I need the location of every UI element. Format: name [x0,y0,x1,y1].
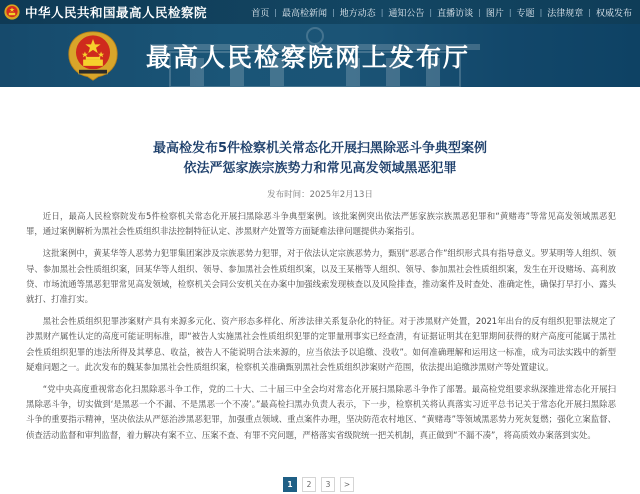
nav-divider: | [539,7,543,17]
nav-divider: | [478,7,481,17]
nav-pictures[interactable]: 图片 [485,8,504,19]
procuratorate-emblem-icon [66,30,120,82]
nav-official-releases[interactable]: 权威发布 [595,8,632,19]
article-body [26,209,616,450]
nav-notices[interactable]: 通知公告 [388,8,425,19]
headline-line-1: 最高检发布5件检察机关常态化开展扫黑除恶斗争典型案例 [152,141,488,156]
publish-date: 发布时间：2025年2月13日 [267,190,373,200]
nav-divider: | [588,7,591,17]
page-button-1[interactable]: 1 [283,477,297,492]
nav-topics[interactable]: 专题 [516,8,535,19]
next-page-button[interactable]: > [340,477,354,492]
nav-divider: | [274,7,277,17]
nav-divider: | [331,7,335,17]
main-nav [251,0,632,24]
article-paragraph: 近日，最高人民检察院发布5件检察机关常态化开展扫黑除恶斗争典型案例。该批案例突出依法严惩家族宗族黑恶犯罪和“黄赌毒”等常见高发领域黑恶犯罪，通过案例解析为黑社会性质组织非法控制特征认定、涉黑财产处置等方面疑难法律问题提供办案指引。 [26,211,616,237]
article-headline [0,139,640,179]
article-paragraph: “党中央高度重视常态化扫黑除恶斗争工作，党的二十大、二十届三中全会均对常态化开展扫黑除恶斗争作了部署。最高检党组要求纵深推进常态化开展扫黑除恶斗争，切实做到‘是黑恶一个不漏、不是黑恶一个不凑’。”最高检扫黑办负责人表示，下一步，检察机关将认真落实习近平总书记关于常态化开展扫黑除恶斗争的重要指示精神，坚决依法从严惩治涉黑恶犯罪，加强重点领域、重点案件办理，坚决防范农村地区、“黄赌毒”等领域黑恶势力死灰复燃；强化立案监督、侦查活动监督和审判监督，着力解决有案不立、压案不查、有罪不究问题，严格落实省级院统一把关机制，真正做到“不漏不凑”，将高质效办案落到实处。 [26,384,616,440]
nav-home[interactable]: 首页 [251,8,270,19]
article-paragraph: 这批案例中，黄某华等人恶势力犯罪集团案涉及宗族恶势力犯罪，对于依法认定宗族恶势力，甄别“恶恶合作”组织形式具有指导意义。罗某明等人组织、领导、参加黑社会性质组织案，回某华等人组织、领导、参加黑社会性质组织案，以及王某楷等人组织、领导、参加黑社会性质组织案，发生在开设赌场、高利放贷、市场流通等黑恶犯罪常见高发领域，检察机关会同公安机关在办案中加强线索发现核查以及风险排查，推动案件及时查处、准确定性，确保打早打小、露头就打、打准打实。 [26,248,616,305]
nav-spp-news[interactable]: 最高检新闻 [281,8,327,19]
nav-divider: | [429,7,433,17]
procuratorate-emblem-icon [4,4,20,20]
site-name[interactable]: 中华人民共和国最高人民检察院 [25,5,208,20]
top-bar [0,0,640,24]
page-banner [0,24,640,87]
nav-local-news[interactable]: 地方动态 [339,8,376,19]
headline-line-2: 依法严惩家族宗族势力和常见高发领域黑恶犯罪 [183,161,457,176]
pagination [283,477,354,492]
article-paragraph: 黑社会性质组织犯罪涉案财产具有来源多元化、资产形态多样化、所涉法律关系复杂化的特征。对于涉黑财产处置，2021年出台的反有组织犯罪法规定了涉黑财产属性认定的高度可能证明标准，即“被告人实施黑社会性质组织犯罪的定罪量刑事实已经查清，有证据证明其在犯罪期间获得的财产高度可能属于黑社会性质组织犯罪的违法所得及其孳息、收益，被告人不能说明合法来源的，应当依法予以追缴、没收”。如何准确理解和运用这一标准，成为司法实践中的新型疑难问题之一。此次发布的魏某参加黑社会性质组织案，检察机关准确甄别黑社会性质组织涉案财产范围，依法提出追缴涉黑财产等处置建议。 [26,316,616,372]
nav-laws[interactable]: 法律规章 [547,8,584,19]
banner-title: 最高人民检察院网上发布厅 [146,43,471,72]
nav-divider: | [380,7,384,17]
page-button-3[interactable]: 3 [321,477,335,492]
page-button-2[interactable]: 2 [302,477,316,492]
nav-live-interviews[interactable]: 直播访谈 [437,8,474,19]
nav-divider: | [508,7,512,17]
